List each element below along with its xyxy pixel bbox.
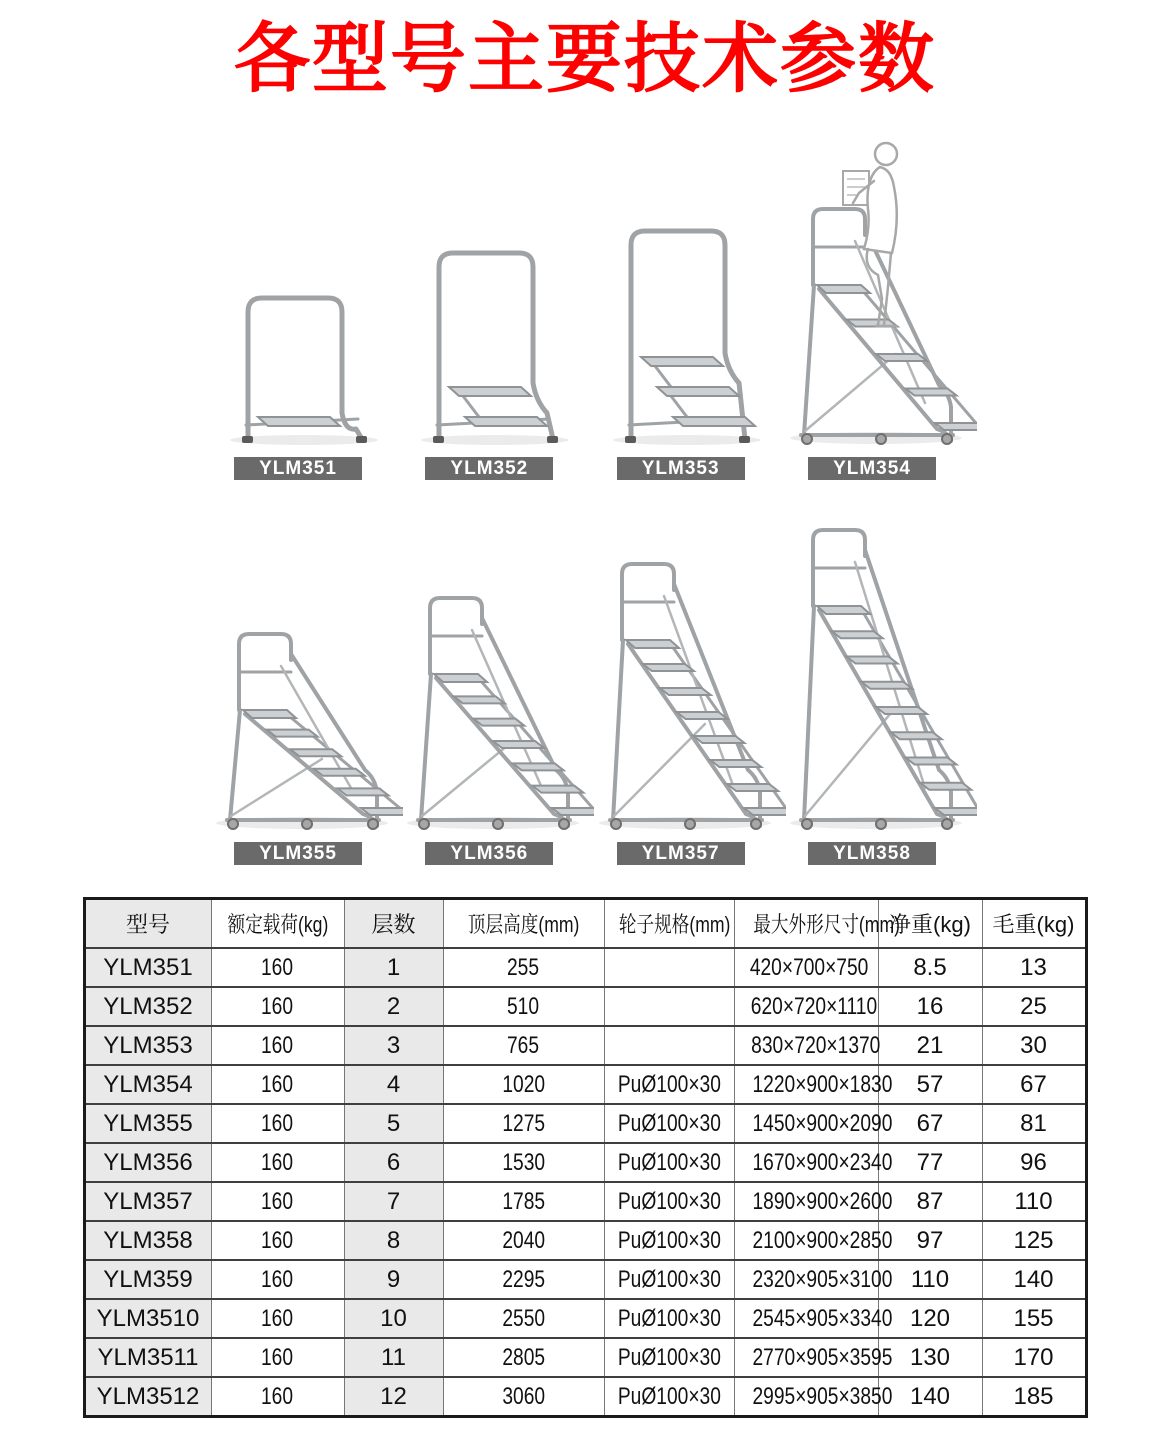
model-badge: YLM354	[808, 457, 936, 480]
table-cell: 87	[878, 1182, 982, 1221]
table-cell: 125	[982, 1221, 1086, 1260]
ladder-figure	[205, 618, 391, 865]
table-cell: 765	[443, 1026, 604, 1065]
table-row	[84, 1299, 1086, 1338]
table-cell: 2545×905×3340	[734, 1299, 878, 1338]
table-cell: PuØ100×30	[604, 1065, 734, 1104]
table-cell: 255	[443, 948, 604, 987]
table-cell: 2040	[443, 1221, 604, 1260]
table-cell: 1020	[443, 1065, 604, 1104]
table-cell: YLM354	[84, 1065, 211, 1104]
ladder-figure	[396, 582, 582, 865]
table-cell: 10	[344, 1299, 443, 1338]
table-cell: PuØ100×30	[604, 1338, 734, 1377]
spec-table	[83, 897, 1088, 1418]
table-cell: 67	[878, 1104, 982, 1143]
table-cell: 160	[211, 1260, 344, 1299]
table-cell: 8	[344, 1221, 443, 1260]
table-cell: YLM352	[84, 987, 211, 1026]
table-cell: 2	[344, 987, 443, 1026]
table-cell: 170	[982, 1338, 1086, 1377]
table-cell: PuØ100×30	[604, 1260, 734, 1299]
table-cell: 155	[982, 1299, 1086, 1338]
table-cell: PuØ100×30	[604, 1377, 734, 1417]
table-cell: 5	[344, 1104, 443, 1143]
table-cell: 140	[982, 1260, 1086, 1299]
table-cell: 8.5	[878, 948, 982, 987]
table-cell: 120	[878, 1299, 982, 1338]
table-cell: 13	[982, 948, 1086, 987]
table-cell: 620×720×1110	[734, 987, 878, 1026]
table-cell: 1220×900×1830	[734, 1065, 878, 1104]
table-cell: 7	[344, 1182, 443, 1221]
table-row	[84, 987, 1086, 1026]
table-cell: 2100×900×2850	[734, 1221, 878, 1260]
table-cell: YLM356	[84, 1143, 211, 1182]
table-row	[84, 1104, 1086, 1143]
table-cell: 1530	[443, 1143, 604, 1182]
table-cell: 510	[443, 987, 604, 1026]
table-cell: 77	[878, 1143, 982, 1182]
column-header: 最大外形尺寸(mm)	[734, 899, 878, 949]
ladder-illustration	[767, 127, 977, 445]
table-cell: 110	[982, 1182, 1086, 1221]
table-cell: 97	[878, 1221, 982, 1260]
table-cell: 25	[982, 987, 1086, 1026]
model-badge: YLM356	[425, 842, 553, 865]
table-cell: 160	[211, 1182, 344, 1221]
ladder-illustration	[384, 582, 594, 830]
table-cell: 160	[211, 1377, 344, 1417]
table-cell: YLM3512	[84, 1377, 211, 1417]
table-row	[84, 948, 1086, 987]
gallery-row-1	[205, 127, 965, 480]
column-header: 额定载荷(kg)	[211, 899, 344, 949]
table-cell: PuØ100×30	[604, 1221, 734, 1260]
table-cell: 1890×900×2600	[734, 1182, 878, 1221]
table-cell: YLM353	[84, 1026, 211, 1065]
ladder-figure	[779, 127, 965, 480]
ladder-figure	[779, 514, 965, 865]
ladder-figure	[588, 223, 774, 480]
column-header: 层数	[344, 899, 443, 949]
column-header: 毛重(kg)	[982, 899, 1086, 949]
ladder-illustration	[576, 548, 786, 830]
table-cell: 160	[211, 948, 344, 987]
table-cell	[604, 987, 734, 1026]
table-cell: 21	[878, 1026, 982, 1065]
table-cell: 185	[982, 1377, 1086, 1417]
table-cell: 160	[211, 1143, 344, 1182]
table-row	[84, 1065, 1086, 1104]
ladder-figure	[205, 290, 391, 480]
spec-table-body	[84, 948, 1086, 1417]
table-cell: 1	[344, 948, 443, 987]
table-cell	[604, 1026, 734, 1065]
table-cell: 160	[211, 1104, 344, 1143]
table-cell: 130	[878, 1338, 982, 1377]
table-cell: 420×700×750	[734, 948, 878, 987]
table-cell: 11	[344, 1338, 443, 1377]
table-cell: YLM359	[84, 1260, 211, 1299]
ladder-figure	[396, 245, 582, 480]
table-cell: 81	[982, 1104, 1086, 1143]
model-badge: YLM358	[808, 842, 936, 865]
page-title: 各型号主要技术参数	[234, 17, 936, 102]
table-cell: 6	[344, 1143, 443, 1182]
table-cell	[604, 948, 734, 987]
column-header: 净重(kg)	[878, 899, 982, 949]
table-row	[84, 1026, 1086, 1065]
model-badge: YLM352	[425, 457, 553, 480]
table-cell: PuØ100×30	[604, 1299, 734, 1338]
table-cell: YLM357	[84, 1182, 211, 1221]
table-cell: 2550	[443, 1299, 604, 1338]
spec-table-header	[84, 899, 1086, 949]
ladder-illustration	[595, 223, 767, 445]
table-cell: 2320×905×3100	[734, 1260, 878, 1299]
table-cell: 96	[982, 1143, 1086, 1182]
table-cell: 160	[211, 1299, 344, 1338]
table-cell: 830×720×1370	[734, 1026, 878, 1065]
column-header: 轮子规格(mm)	[604, 899, 734, 949]
column-header: 顶层高度(mm)	[443, 899, 604, 949]
table-row	[84, 1221, 1086, 1260]
table-cell: 160	[211, 1026, 344, 1065]
table-cell: PuØ100×30	[604, 1104, 734, 1143]
gallery-row-2	[205, 514, 965, 865]
model-badge: YLM355	[234, 842, 362, 865]
table-cell: 2295	[443, 1260, 604, 1299]
ladder-figure	[588, 548, 774, 865]
table-cell: 57	[878, 1065, 982, 1104]
model-badge: YLM357	[617, 842, 745, 865]
table-cell: YLM351	[84, 948, 211, 987]
table-cell: 4	[344, 1065, 443, 1104]
table-cell: 160	[211, 987, 344, 1026]
column-header: 型号	[84, 899, 211, 949]
table-cell: 1275	[443, 1104, 604, 1143]
table-cell: 160	[211, 1065, 344, 1104]
ladder-illustration	[767, 514, 977, 830]
header-row	[84, 899, 1086, 949]
ladder-illustration	[403, 245, 575, 445]
table-cell: 140	[878, 1377, 982, 1417]
table-cell: 12	[344, 1377, 443, 1417]
table-cell: 110	[878, 1260, 982, 1299]
table-cell: 67	[982, 1065, 1086, 1104]
model-badge: YLM353	[617, 457, 745, 480]
table-cell: 1785	[443, 1182, 604, 1221]
table-cell: 16	[878, 987, 982, 1026]
table-cell: YLM3511	[84, 1338, 211, 1377]
table-row	[84, 1143, 1086, 1182]
table-cell: 2995×905×3850	[734, 1377, 878, 1417]
table-cell: PuØ100×30	[604, 1182, 734, 1221]
table-cell: YLM358	[84, 1221, 211, 1260]
table-row	[84, 1377, 1086, 1417]
table-row	[84, 1182, 1086, 1221]
table-row	[84, 1338, 1086, 1377]
table-cell: 160	[211, 1338, 344, 1377]
table-row	[84, 1260, 1086, 1299]
model-badge: YLM351	[234, 457, 362, 480]
table-cell: 2805	[443, 1338, 604, 1377]
table-cell: 1450×900×2090	[734, 1104, 878, 1143]
ladder-illustration	[193, 618, 403, 830]
table-cell: 1670×900×2340	[734, 1143, 878, 1182]
table-cell: 3060	[443, 1377, 604, 1417]
table-cell: 30	[982, 1026, 1086, 1065]
table-cell: PuØ100×30	[604, 1143, 734, 1182]
ladder-gallery	[205, 127, 965, 865]
ladder-illustration	[212, 290, 384, 445]
table-cell: YLM355	[84, 1104, 211, 1143]
table-cell: 3	[344, 1026, 443, 1065]
table-cell: 2770×905×3595	[734, 1338, 878, 1377]
table-cell: 160	[211, 1221, 344, 1260]
table-cell: YLM3510	[84, 1299, 211, 1338]
table-cell: 9	[344, 1260, 443, 1299]
